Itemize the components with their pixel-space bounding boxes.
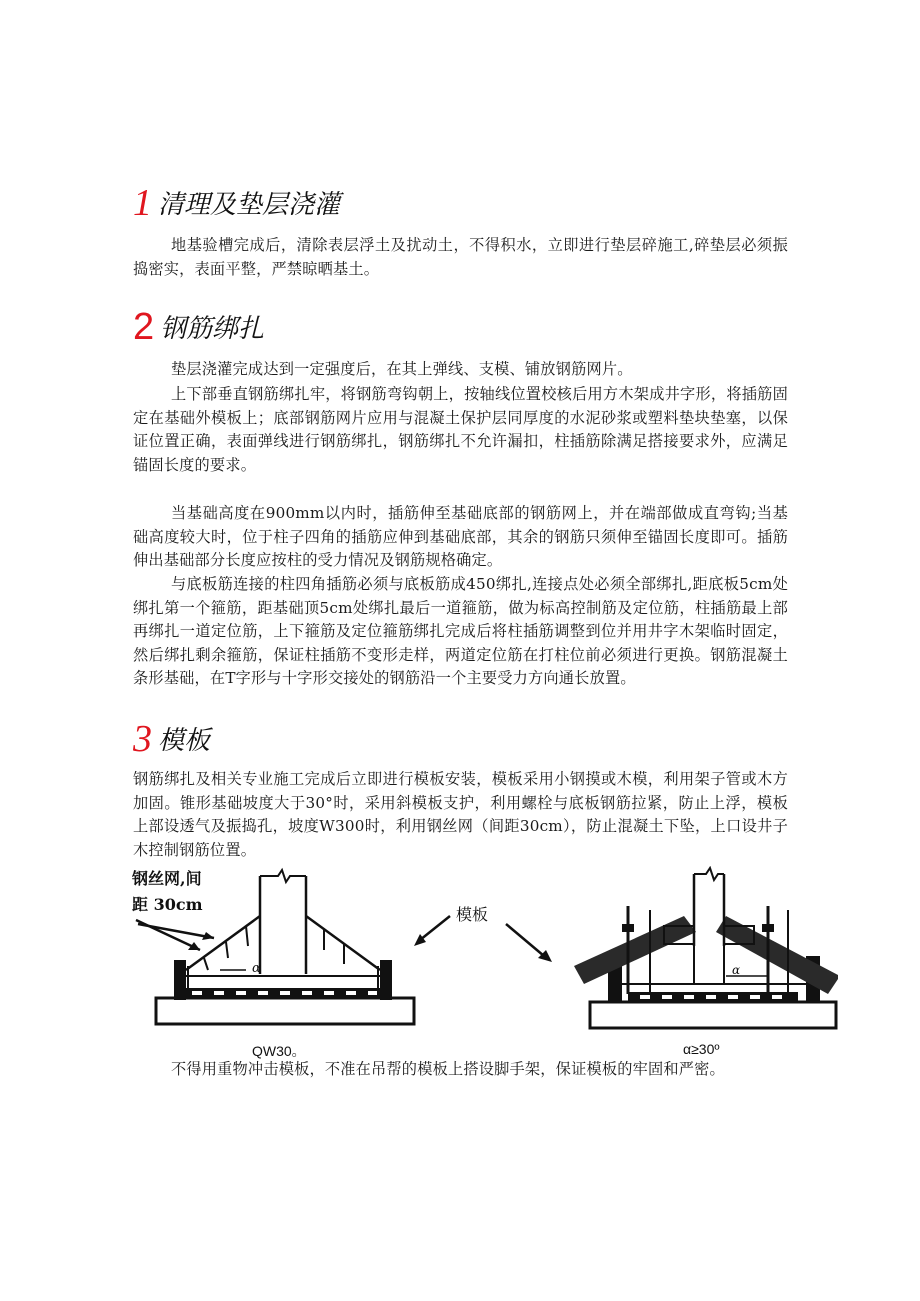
section-2-paragraph-1: 垫层浇灌完成达到一定强度后，在其上弹线、支模、铺放钢筋网片。 bbox=[171, 360, 633, 378]
section-3-paragraph-1: 钢筋绑扎及相关专业施工完成后立即进行模板安装，模板采用小钢摸或木模，利用架子管或木方加固。锥形基础坡度大于30°时，采用斜模板支护，利用螺栓与底板钢筋拉紧，防止上浮，模板上部设透气及振捣孔，坡度W300时，利用钢丝网（间距30cm），防止混凝土下坠，上口设井子木控制钢筋位置。 bbox=[133, 770, 788, 859]
right-alpha-label: α bbox=[732, 963, 741, 977]
section-3-number: 3 bbox=[133, 718, 152, 760]
section-3-heading bbox=[133, 714, 210, 758]
section-2-paragraph-3: 当基础高度在900mm以内时，插筋伸至基础底部的钢筋网上，并在端部做成直弯钩;当基础高度较大时，位于柱子四角的插筋应伸到基础底部，其余的钢筋只须伸至锚固长度即可。插筋伸出基础部分长度应按柱的受力情况及钢筋规格确定。 bbox=[133, 504, 788, 569]
right-formwork-drawing bbox=[574, 868, 838, 1028]
section-3-title: 模板 bbox=[158, 726, 211, 756]
section-1-title: 清理及垫层浇灌 bbox=[158, 190, 341, 220]
left-formwork-drawing bbox=[131, 869, 414, 1024]
section-1-number: 1 bbox=[133, 182, 152, 224]
closing-paragraph: 不得用重物冲击模板，不准在吊帮的模板上搭设脚手架，保证模板的牢固和严密。 bbox=[171, 1060, 725, 1078]
section-2-paragraph-4: 与底板筋连接的柱四角插筋必须与底板筋成450绑扎,连接点处必须全部绑扎,距底板5cm处绑扎第一个箍筋，距基础顶5cm处绑扎最后一道箍筋，做为标高控制筋及定位筋，柱插筋最上部再绑扎一道定位筋，上下箍筋及定位箍筋绑扎完成后将柱插筋调整到位并用井字木架临时固定，然后绑扎剩余箍筋，保证柱插筋不变形走样，两道定位筋在打柱位前必须进行更换。钢筋混凝土条形基础，在T字形与十字形交接处的钢筋沿一个主要受力方向通长放置。 bbox=[133, 575, 788, 687]
section-2-number: 2 bbox=[133, 306, 155, 348]
figure-caption-right: α≥30º bbox=[683, 1041, 720, 1057]
section-2-title: 钢筋绑扎 bbox=[160, 314, 265, 344]
formwork-label: 模板 bbox=[456, 905, 489, 924]
figure-caption-left: QW30。 bbox=[252, 1043, 306, 1059]
section-1-paragraph-1: 地基验槽完成后，清除表层浮土及扰动土，不得积水，立即进行垫层碎施工,碎垫层必须振捣密实，表面平整，严禁晾晒基土。 bbox=[133, 236, 788, 278]
wire-mesh-label-line2: 距 30cm bbox=[132, 895, 203, 914]
formwork-diagram bbox=[128, 866, 838, 1031]
section-1-heading bbox=[133, 178, 340, 222]
section-2-heading bbox=[133, 302, 264, 346]
wire-mesh-label-line1: 钢丝网,间 bbox=[132, 869, 202, 888]
section-2-paragraph-2: 上下部垂直钢筋绑扎牢，将钢筋弯钩朝上，按轴线位置校核后用方木架成井字形，将插筋固定在基础外模板上；底部钢筋网片应用与混凝土保护层同厚度的水泥砂浆或塑料垫块垫塞，以保证位置正确，表面弹线进行钢筋绑扎，钢筋绑扎不允许漏扣，柱插筋除满足搭接要求外，应满足锚固长度的要求。 bbox=[133, 385, 788, 474]
left-alpha-label: α bbox=[252, 961, 261, 976]
